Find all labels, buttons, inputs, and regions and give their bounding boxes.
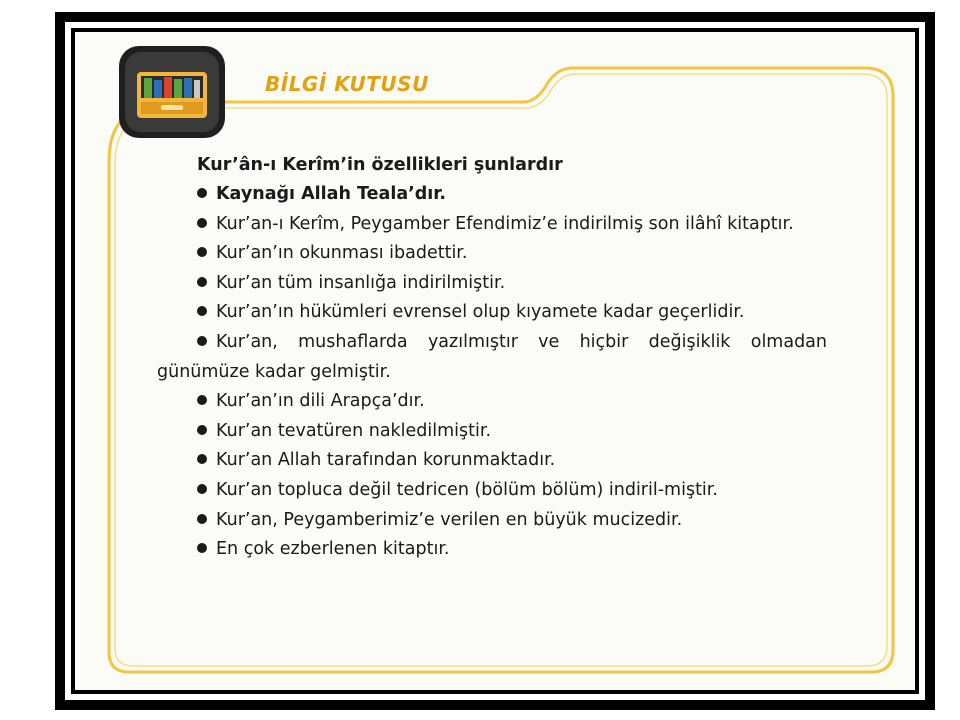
- list-item: Kur’an’ın okunması ibadettir.: [157, 239, 827, 269]
- bullet-icon: [197, 395, 207, 405]
- info-box: [75, 32, 915, 690]
- bullet-icon: [197, 277, 207, 287]
- bullet-icon: [197, 306, 207, 316]
- bullet-icon: [197, 218, 207, 228]
- bullet-icon: [197, 425, 207, 435]
- list-item: Kur’an, mushaflarda yazılmıştır ve hiçbir değişiklik olmadan günümüze kadar gelmiştir.: [157, 331, 827, 382]
- list-item: Kur’an’ın hükümleri evrensel olup kıyamete kadar geçerlidir.: [157, 298, 827, 328]
- bullet-icon: [197, 188, 207, 198]
- bullet-icon: [197, 247, 207, 257]
- list-item: En çok ezberlenen kitaptır.: [157, 535, 827, 565]
- list-item: Kur’an’ın dili Arapça’dır.: [157, 387, 827, 417]
- outer-frame: [55, 12, 935, 710]
- list-item: Kur’an tevatüren nakledilmiştir.: [157, 417, 827, 447]
- list-item: Kur’an, Peygamberimiz’e verilen en büyük mucizedir.: [157, 506, 827, 536]
- list-item: Kur’an tüm insanlığa indirilmiştir.: [157, 269, 827, 299]
- bullet-icon: [197, 514, 207, 524]
- list-item: Kur’an Allah tarafından korunmaktadır.: [157, 446, 827, 476]
- heading: Kur’ân-ı Kerîm’in özellikleri şunlardır: [197, 155, 563, 175]
- list-item: Kur’an topluca değil tedricen (bölüm bölüm) indiril-miştir.: [157, 476, 827, 506]
- bullet-icon: [197, 543, 207, 553]
- bullet-icon: [197, 484, 207, 494]
- list-item: Kaynağı Allah Teala’dır.: [157, 180, 827, 210]
- bullet-icon: [197, 454, 207, 464]
- box-title: BİLGİ KUTUSU: [265, 72, 429, 96]
- bullet-icon: [197, 336, 207, 346]
- bookshelf-icon: [119, 46, 225, 138]
- list-item: Kur’an-ı Kerîm, Peygamber Efendimiz’e indirilmiş son ilâhî kitaptır.: [157, 210, 827, 240]
- content: [157, 150, 827, 565]
